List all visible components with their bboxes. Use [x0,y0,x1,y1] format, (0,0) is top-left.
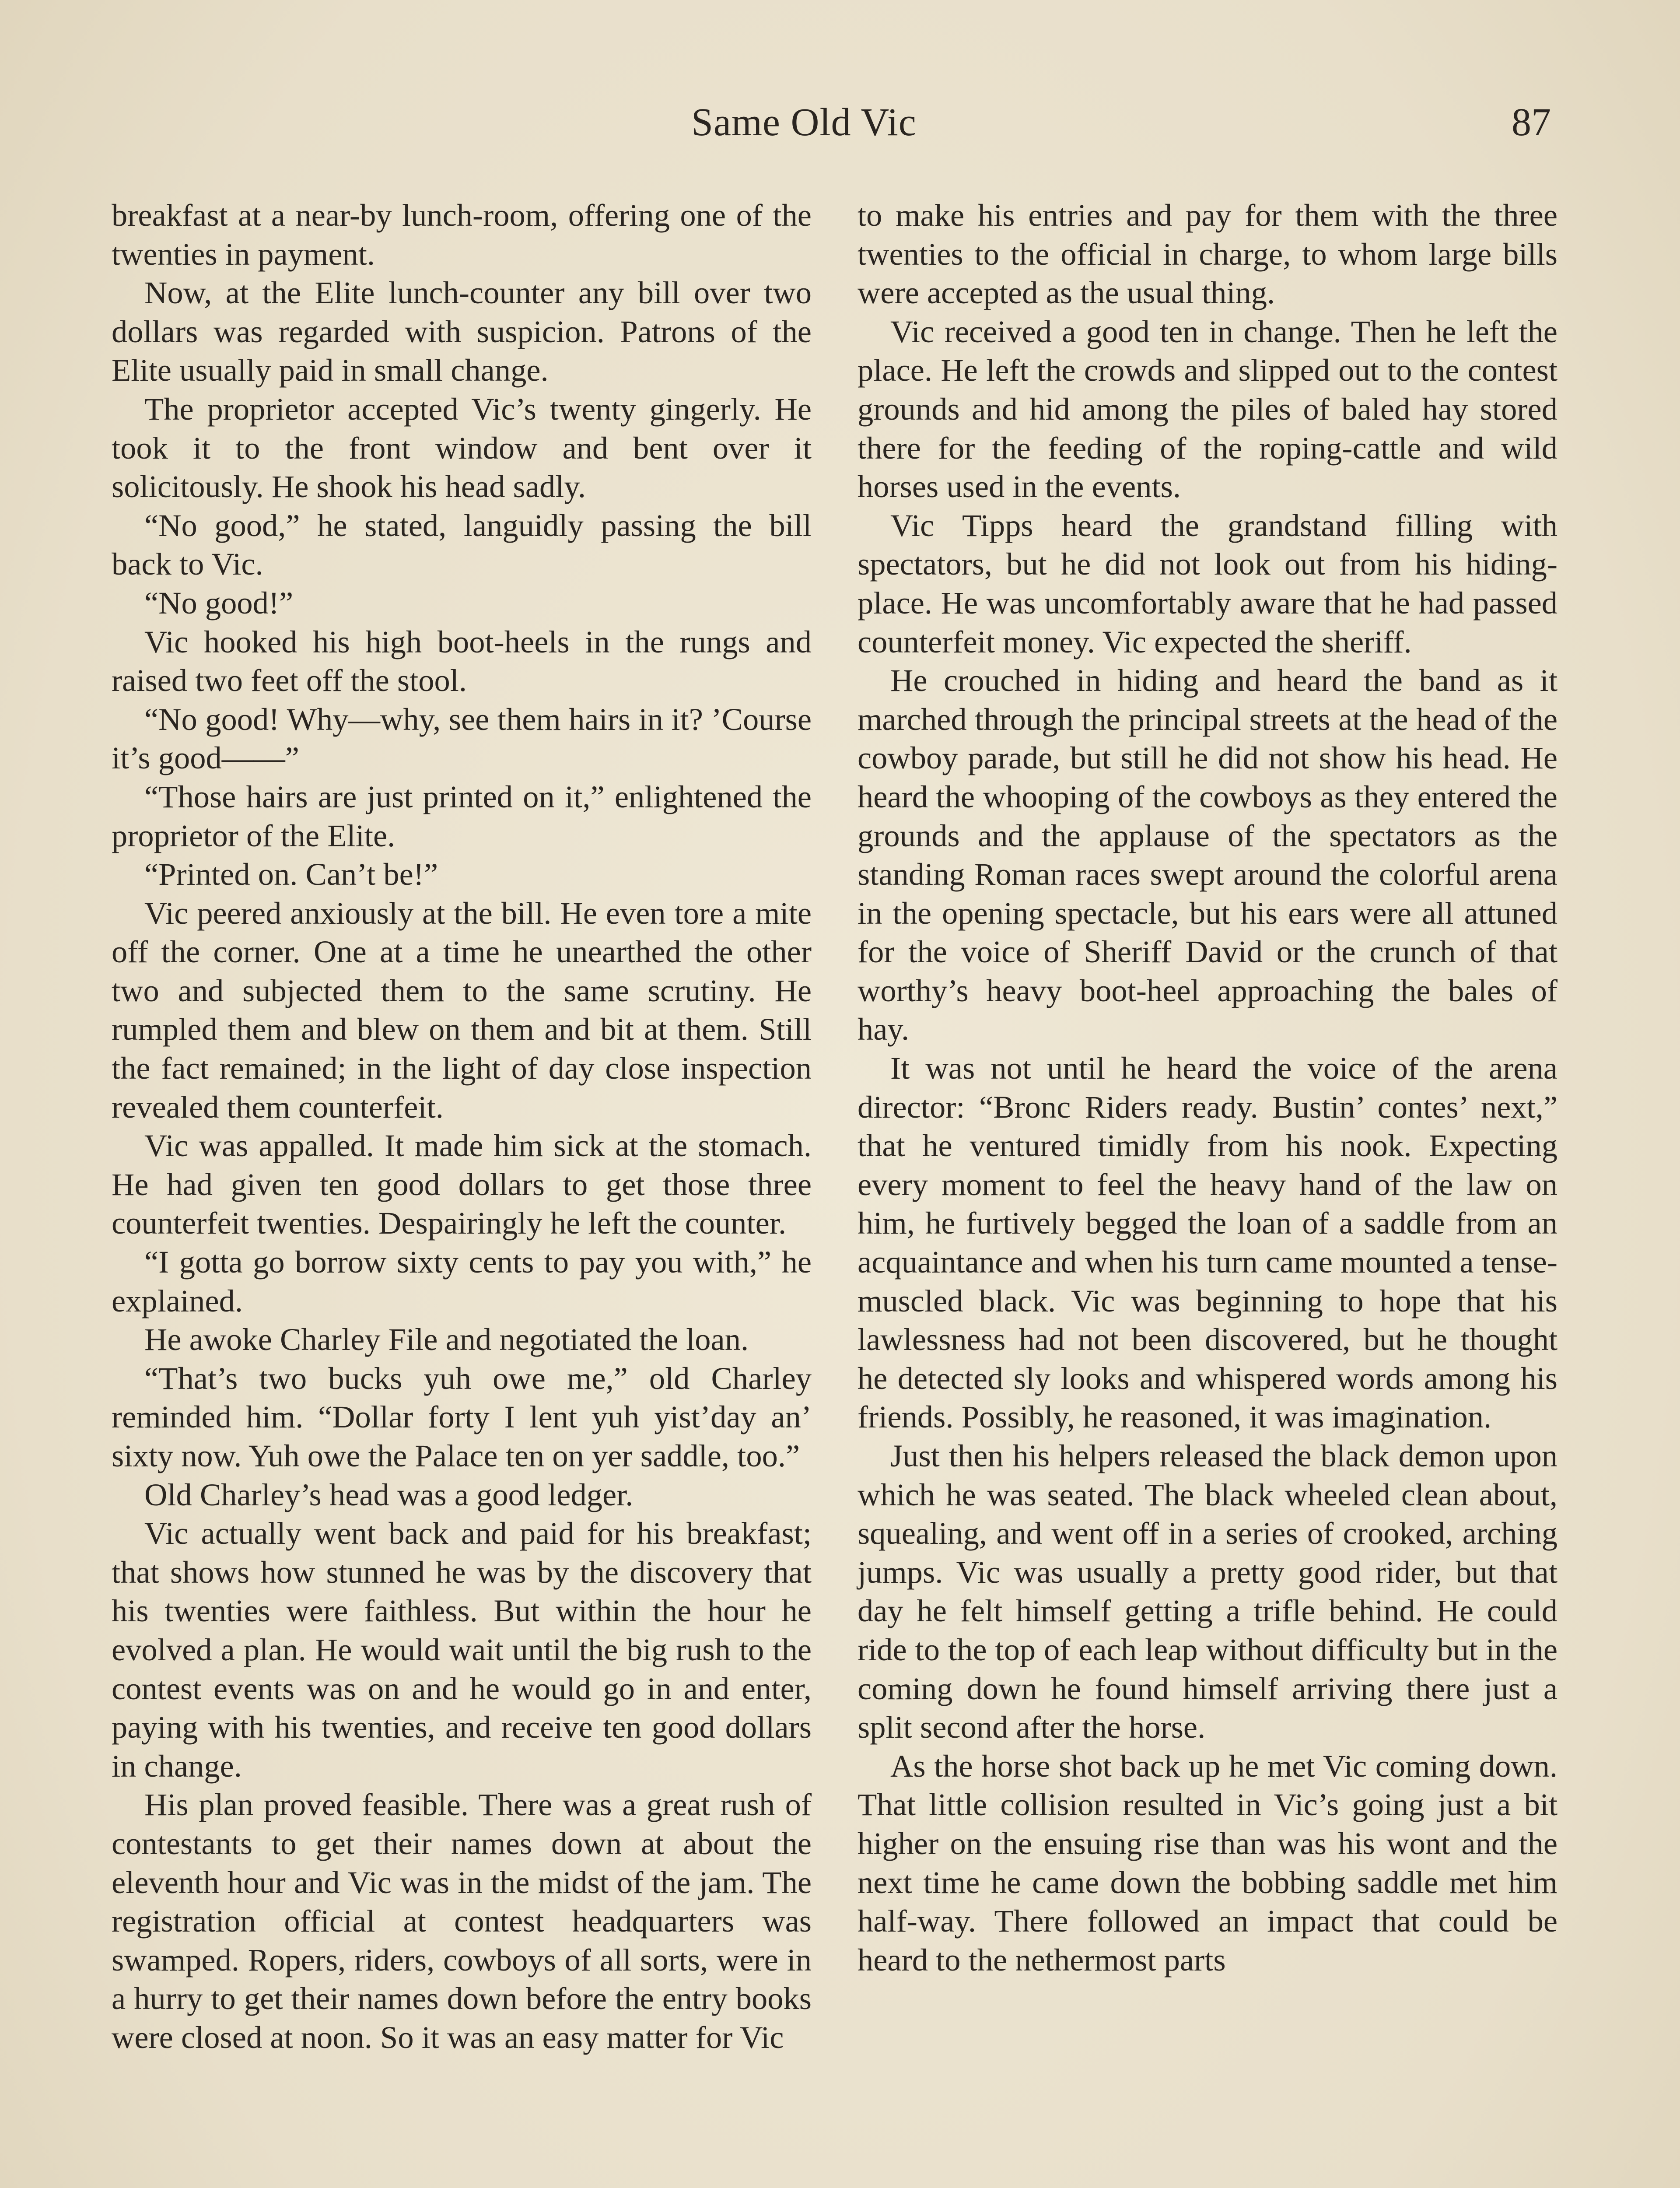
paragraph: Vic Tipps heard the grandstand filling with spectators, but he did not look out from his hiding-place. He was uncomfortably aware that he had passed counterfeit money. Vic expected the sheriff. [858,507,1558,659]
paragraph: “Those hairs are just printed on it,” enlightened the proprietor of the Elite. [112,778,812,853]
paragraph: The proprietor accepted Vic’s twenty gingerly. He took it to the front window and bent over it solicitously. He shook his head sadly. [112,391,812,505]
paragraph: He awoke Charley File and negotiated the loan. [144,1322,749,1357]
paragraph: to make his entries and pay for them with the three twenties to the official in charge, to whom large bills were accepted as the usual thing. [858,197,1558,311]
running-head-title: Same Old Vic [691,101,917,144]
paragraph: “No good! Why—why, see them hairs in it? ’Course it’s good——” [112,701,812,776]
page-number: 87 [1512,101,1551,144]
left-column [112,196,812,2057]
paragraph: His plan proved feasible. There was a great rush of contestants to get their names down at about the eleventh hour and Vic was in the midst of the jam. The registration official at contest headquarters was swamped. Ropers, riders, cowboys of all sorts, were in a hurry to get their names down before the entry books were closed at noon. So it was an easy matter for Vic [112,1787,812,2055]
right-column [858,196,1558,1979]
paragraph: Vic received a good ten in change. Then he left the place. He left the crowds and slipped out to the contest grounds and hid among the piles of baled hay stored there for the feeding of the roping-cattle and wild horses used in the events. [858,313,1558,505]
paragraph: Now, at the Elite lunch-counter any bill over two dollars was regarded with suspicion. Patrons of the Elite usually paid in small change. [112,275,812,388]
paragraph: “Printed on. Can’t be!” [144,856,438,892]
paragraph: Vic hooked his high boot-heels in the rungs and raised two feet off the stool. [112,624,812,698]
paragraph: breakfast at a near-by lunch-room, offering one of the twenties in payment. [112,197,812,272]
paragraph: “I gotta go borrow sixty cents to pay you with,” he explained. [112,1244,812,1318]
paragraph: “That’s two bucks yuh owe me,” old Charley reminded him. “Dollar forty I lent yuh yist’day an’ sixty now. Yuh owe the Palace ten on yer saddle, too.” [112,1360,812,1473]
paragraph: As the horse shot back up he met Vic coming down. That little collision resulted in Vic’s going just a bit higher on the ensuing rise than was his wont and the next time he came down the bobbing saddle met him half-way. There followed an impact that could be heard to the nethermost parts [858,1748,1558,1978]
paragraph: “No good,” he stated, languidly passing the bill back to Vic. [112,507,812,582]
paragraph: Vic was appalled. It made him sick at the stomach. He had given ten good dollars to get those three counterfeit twenties. Despairingly he left the counter. [112,1128,812,1241]
paragraph: Old Charley’s head was a good ledger. [144,1476,634,1512]
paragraph: He crouched in hiding and heard the band as it marched through the principal streets at the head of the cowboy parade, but still he did not show his head. He heard the whooping of the cowboys as they entered the grounds and the applause of the spectators as the standing Roman races swept around the colorful arena in the opening spectacle, but his ears were all attuned for the voice of Sheriff David or the crunch of that worthy’s heavy boot-heel approaching the bales of hay. [858,663,1558,1047]
paragraph: Just then his helpers released the black demon upon which he was seated. The black wheeled clean about, squealing, and went off in a series of crooked, arching jumps. Vic was usually a pretty good rider, but that day he felt himself getting a trifle behind. He could ride to the top of each leap without difficulty but in the coming down he found himself arriving there just a split second after the horse. [858,1438,1558,1745]
paragraph: “No good!” [144,585,294,621]
paragraph: It was not until he heard the voice of the arena director: “Bronc Riders ready. Bustin’ contes’ next,” that he ventured timidly from his nook. Expecting every moment to feel the heavy hand of the law on him, he furtively begged the loan of a saddle from an acquaintance and when his turn came mounted a tense-muscled black. Vic was beginning to hope that his lawlessness had not been discovered, but he thought he detected sly looks and whispered words among his friends. Possibly, he reasoned, it was imagination. [858,1050,1558,1435]
paragraph: Vic actually went back and paid for his breakfast; that shows how stunned he was by the discovery that his twenties were faithless. But within the hour he evolved a plan. He would wait until the big rush to the contest events was on and he would go in and enter, paying with his twenties, and receive ten good dollars in change. [112,1515,812,1784]
paragraph: Vic peered anxiously at the bill. He even tore a mite off the corner. One at a time he unearthed the other two and subjected them to the same scrutiny. He rumpled them and blew on them and bit at them. Still the fact remained; in the light of day close inspection revealed them counterfeit. [112,895,812,1125]
